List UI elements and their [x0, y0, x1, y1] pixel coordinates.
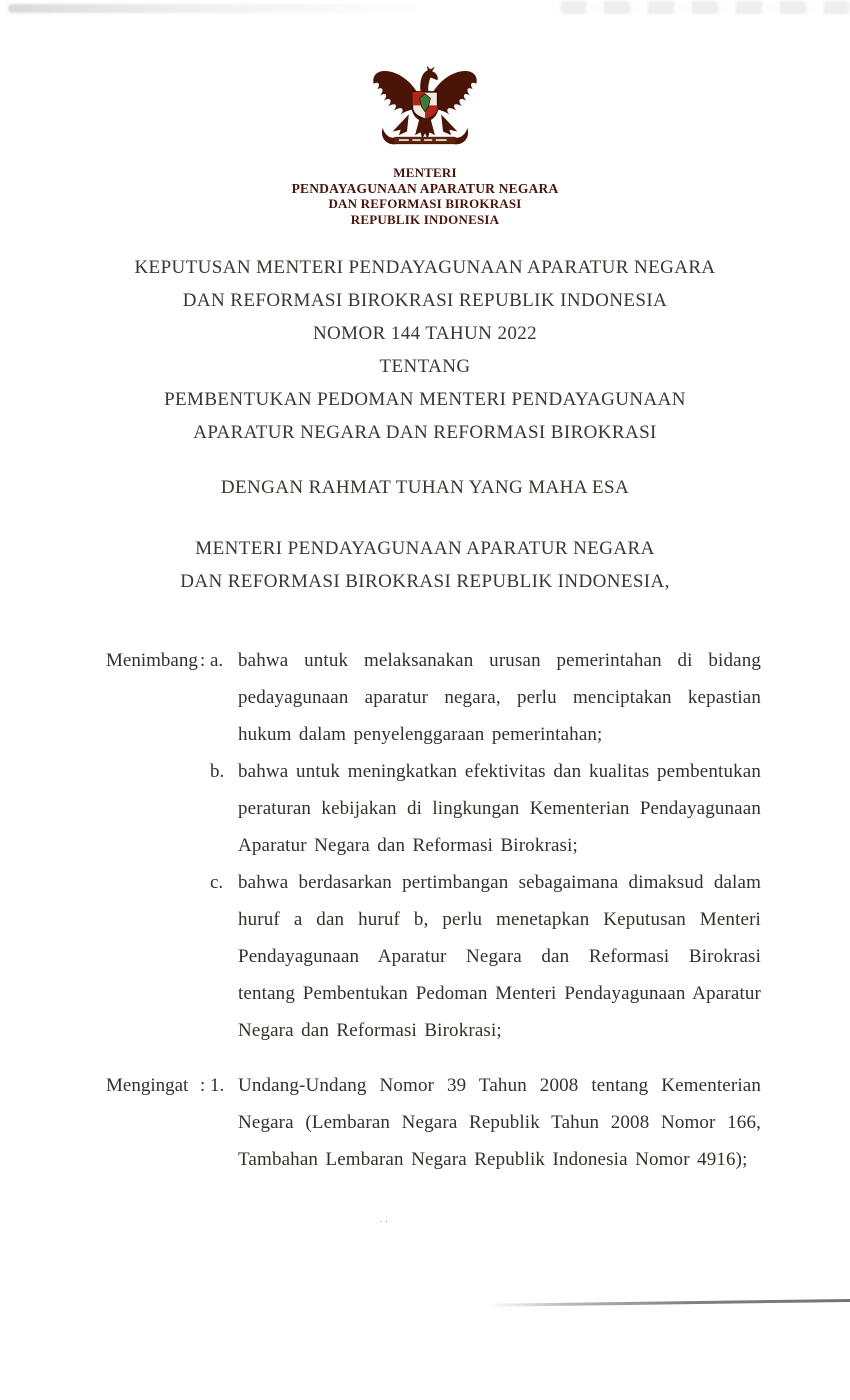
letterhead-text [0, 165, 850, 227]
menimbang-item-a-marker: a. [210, 650, 224, 671]
decree-title [0, 251, 850, 449]
menimbang-item-b-text: bahwa untuk meningkatkan efektivitas dan kualitas pembentukan peraturan kebijakan di lingkungan Kementerian Pendayagunaan Aparatur Negara dan Reformasi Birokrasi; [238, 761, 761, 856]
garuda-pancasila-emblem-icon [371, 58, 479, 160]
spacer [200, 753, 210, 864]
decree-tentang: TENTANG [379, 356, 471, 377]
invocation-block [0, 471, 850, 504]
menimbang-item-a-text: bahwa untuk melaksanakan urusan pemerintahan di bidang pedayagunaan aparatur negara, perlu menciptakan kepastian hukum dalam penyelenggaraan pemerintahan; [238, 650, 761, 745]
letterhead-line-republic: REPUBLIK INDONESIA [350, 211, 500, 227]
mengingat-section [106, 1067, 761, 1178]
letterhead [0, 0, 850, 227]
letterhead-line-ministry: PENDAYAGUNAAN APARATUR NEGARA [291, 180, 559, 196]
authority-block [0, 532, 850, 598]
mengingat-colon: : [200, 1075, 206, 1096]
menimbang-label: Menimbang [106, 650, 198, 671]
mengingat-item-1-marker: 1. [210, 1075, 225, 1096]
letterhead-line-bureau: DAN REFORMASI BIROKRASI [328, 196, 522, 211]
menimbang-item-c-text: bahwa berdasarkan pertimbangan sebagaimana dimaksud dalam huruf a dan huruf b, perlu menetapkan Keputusan Menteri Pendayagunaan Aparatur Negara dan Reformasi Birokrasi tentang Pembentukan Pedoman Menteri Pendayagunaan Aparatur Negara dan Reformasi Birokrasi; [238, 872, 761, 1041]
spacer [200, 864, 210, 1049]
scan-line-artifact [487, 1299, 850, 1307]
authority-line-2: DAN REFORMASI BIROKRASI REPUBLIK INDONESIA, [180, 571, 670, 592]
decree-title-line-1: KEPUTUSAN MENTERI PENDAYAGUNAAN APARATUR NEGARA [134, 257, 716, 278]
authority-line-1: MENTERI PENDAYAGUNAAN APARATUR NEGARA [195, 538, 655, 559]
menimbang-item-c-marker: c. [210, 872, 224, 893]
spacer [106, 753, 200, 864]
menimbang-colon: : [200, 650, 206, 671]
decree-subject-line-1: PEMBENTUKAN PEDOMAN MENTERI PENDAYAGUNAAN [164, 389, 686, 410]
spacer [106, 864, 200, 1049]
scan-speck-dots: ·· [379, 1216, 391, 1228]
invocation-text: DENGAN RAHMAT TUHAN YANG MAHA ESA [220, 477, 630, 498]
decree-number: NOMOR 144 TAHUN 2022 [312, 323, 538, 344]
letterhead-line-minister: MENTERI [393, 165, 457, 180]
decree-subject-line-2: APARATUR NEGARA DAN REFORMASI BIROKRASI [193, 422, 657, 443]
menimbang-section [106, 642, 761, 1049]
clauses [0, 642, 850, 1178]
decree-title-line-2: DAN REFORMASI BIROKRASI REPUBLIK INDONESIA [182, 290, 668, 311]
mengingat-item-1-text: Undang-Undang Nomor 39 Tahun 2008 tentang Kementerian Negara (Lembaran Negara Republik Tahun 2008 Nomor 166, Tambahan Lembaran Negara Republik Indonesia Nomor 4916); [238, 1075, 761, 1170]
mengingat-label: Mengingat [106, 1075, 189, 1096]
menimbang-item-b-marker: b. [210, 761, 225, 782]
